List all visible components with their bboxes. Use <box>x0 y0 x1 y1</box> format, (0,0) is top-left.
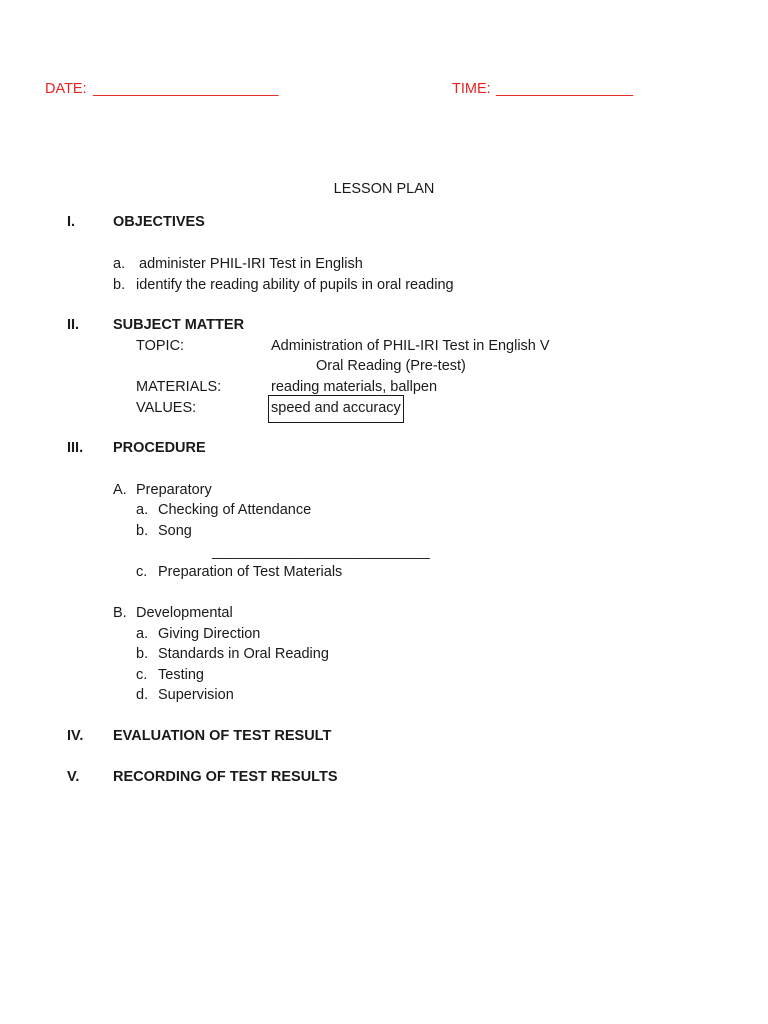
list-marker: a. <box>136 626 149 642</box>
topic-value: Administration of PHIL-IRI Test in English V <box>271 338 550 354</box>
section-heading: SUBJECT MATTER <box>113 317 245 333</box>
section-heading: RECORDING OF TEST RESULTS <box>113 769 338 785</box>
section-heading: EVALUATION OF TEST RESULT <box>113 728 332 744</box>
list-marker: a. <box>136 502 149 518</box>
date-label: DATE: <box>45 81 87 97</box>
list-marker: A. <box>113 482 127 498</box>
values-value-box: speed and accuracy <box>268 395 404 423</box>
date-blank: _______________________ <box>93 81 279 97</box>
topic-label: TOPIC: <box>136 338 185 354</box>
time-blank: _________________ <box>496 81 634 97</box>
page-title: LESSON PLAN <box>333 181 435 197</box>
list-item: Supervision <box>158 687 234 703</box>
section-numeral: III. <box>67 440 84 456</box>
objective-item: administer PHIL-IRI Test in English <box>139 256 363 272</box>
list-item: Song <box>158 523 192 539</box>
list-item: Standards in Oral Reading <box>158 646 329 662</box>
list-marker: c. <box>136 667 148 683</box>
list-item: Testing <box>158 667 204 683</box>
materials-value: reading materials, ballpen <box>271 379 438 395</box>
list-marker: B. <box>113 605 127 621</box>
topic-value-line2: Oral Reading (Pre-test) <box>316 358 466 374</box>
values-label: VALUES: <box>136 400 197 416</box>
list-item: Preparation of Test Materials <box>158 564 343 580</box>
objective-item: identify the reading ability of pupils in oral reading <box>136 277 454 293</box>
preparatory-label: Preparatory <box>136 482 212 498</box>
list-marker: a. <box>113 256 126 272</box>
developmental-label: Developmental <box>136 605 233 621</box>
section-numeral: I. <box>67 214 76 230</box>
time-label: TIME: <box>452 81 491 97</box>
list-marker: b. <box>113 277 126 293</box>
list-item: Checking of Attendance <box>158 502 312 518</box>
materials-label: MATERIALS: <box>136 379 222 395</box>
list-marker: b. <box>136 523 149 539</box>
list-marker: d. <box>136 687 149 703</box>
list-item: Giving Direction <box>158 626 261 642</box>
section-heading: PROCEDURE <box>113 440 206 456</box>
section-numeral: II. <box>67 317 80 333</box>
section-numeral: IV. <box>67 728 84 744</box>
list-marker: c. <box>136 564 148 580</box>
song-blank: ___________________________ <box>212 544 430 560</box>
list-marker: b. <box>136 646 149 662</box>
section-heading: OBJECTIVES <box>113 214 205 230</box>
section-numeral: V. <box>67 769 80 785</box>
